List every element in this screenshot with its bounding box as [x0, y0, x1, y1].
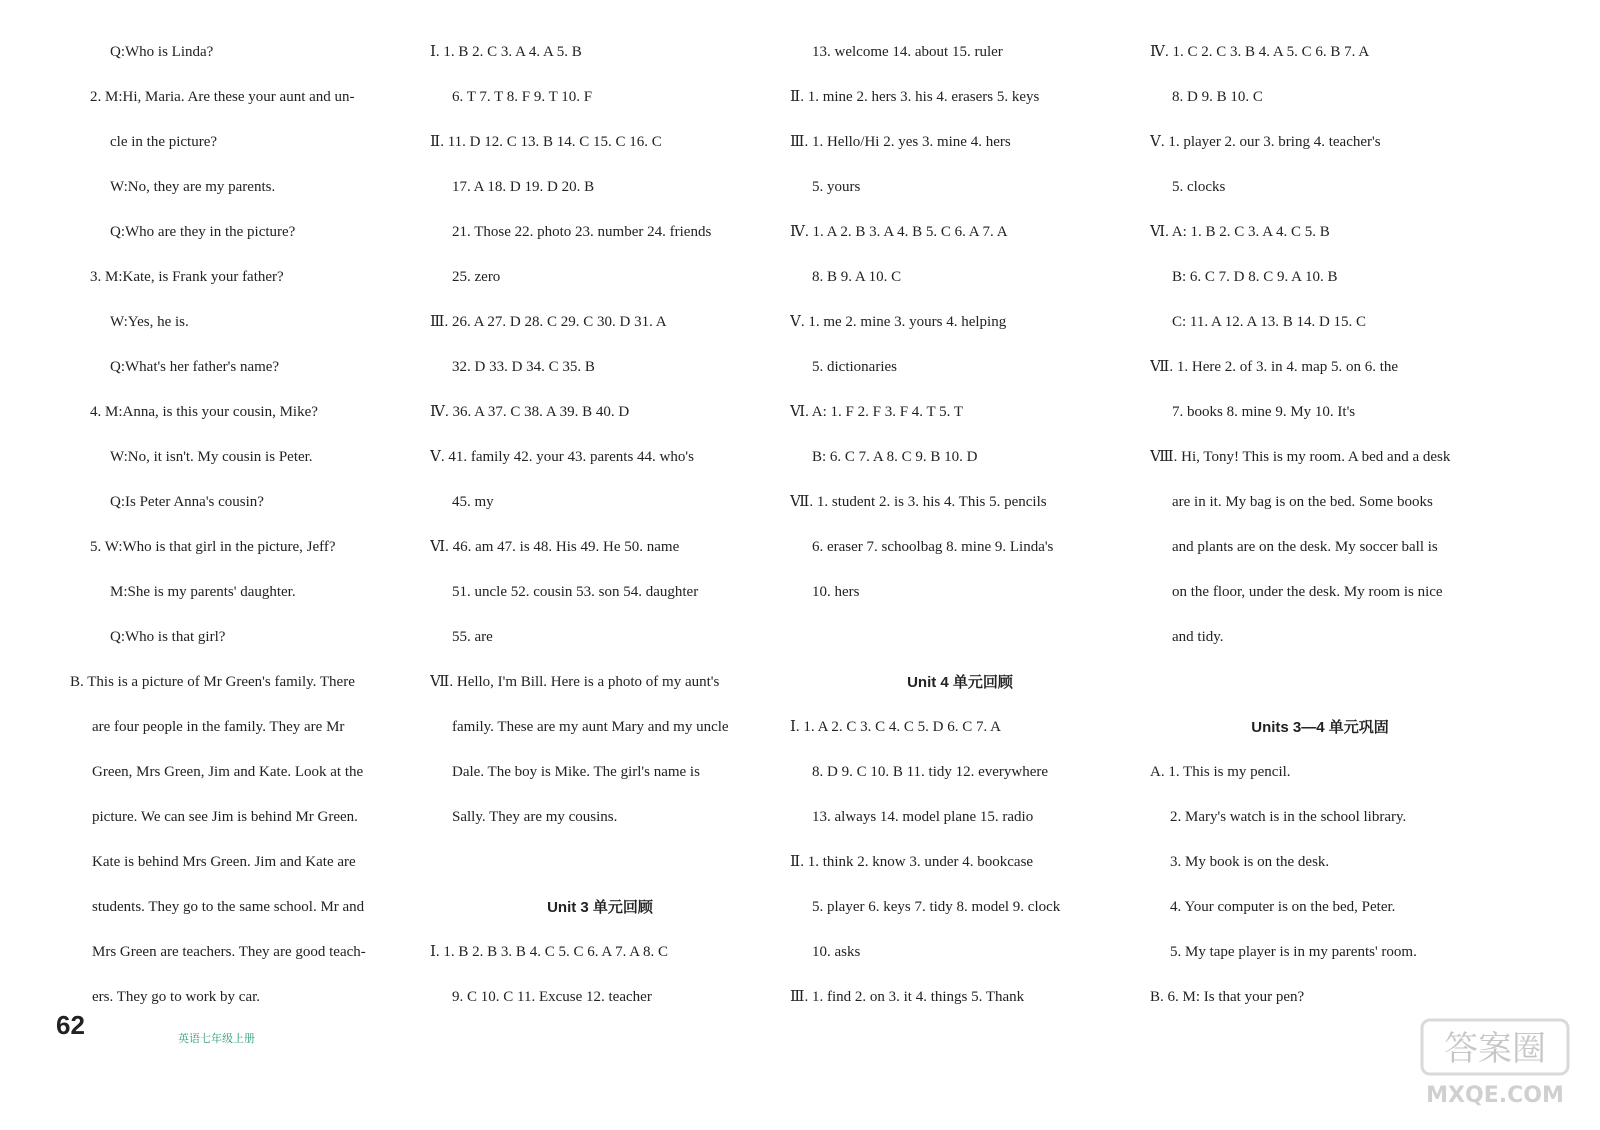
text-line: and tidy.	[1172, 629, 1224, 645]
text-line: 13. welcome 14. about 15. ruler	[812, 44, 1003, 60]
text-line: Ⅰ. 1. A 2. C 3. C 4. C 5. D 6. C 7. A	[790, 719, 1001, 735]
text-line: Q:Who is that girl?	[110, 629, 226, 645]
text-line: 13. always 14. model plane 15. radio	[812, 809, 1034, 825]
text-line: 4. M:Anna, is this your cousin, Mike?	[90, 404, 318, 420]
text-line: 55. are	[452, 629, 493, 645]
text-line: W:No, it isn't. My cousin is Peter.	[110, 449, 313, 465]
text-line: 6. eraser 7. schoolbag 8. mine 9. Linda's	[812, 539, 1054, 555]
section-heading: Units 3—4 单元巩固	[1251, 719, 1389, 736]
text-line: Ⅰ. 1. B 2. B 3. B 4. C 5. C 6. A 7. A 8. C	[430, 944, 669, 960]
column-3	[790, 30, 1130, 1020]
text-line: students. They go to the same school. Mr and	[92, 899, 365, 915]
text-line: Q:Is Peter Anna's cousin?	[110, 494, 264, 510]
text-line: and plants are on the desk. My soccer ball is	[1172, 539, 1438, 555]
text-line: W:Yes, he is.	[110, 314, 189, 330]
text-line: Green, Mrs Green, Jim and Kate. Look at the	[92, 764, 364, 780]
text-line: Ⅵ. A: 1. F 2. F 3. F 4. T 5. T	[790, 404, 964, 420]
text-line: Q:Who are they in the picture?	[110, 224, 296, 240]
text-line: Ⅵ. A: 1. B 2. C 3. A 4. C 5. B	[1150, 224, 1330, 240]
text-line: 8. D 9. C 10. B 11. tidy 12. everywhere	[812, 764, 1049, 780]
text-line: Ⅲ. 1. Hello/Hi 2. yes 3. mine 4. hers	[790, 134, 1011, 150]
text-line: Q:Who is Linda?	[110, 44, 214, 60]
text-line: 5. My tape player is in my parents' room.	[1170, 944, 1417, 960]
text-line: Ⅴ. 1. player 2. our 3. bring 4. teacher's	[1150, 134, 1381, 150]
text-line: Ⅲ. 26. A 27. D 28. C 29. C 30. D 31. A	[430, 314, 667, 330]
text-line: Ⅲ. 1. find 2. on 3. it 4. things 5. Thank	[790, 989, 1025, 1005]
text-line	[430, 840, 770, 885]
text-line: Ⅳ. 1. C 2. C 3. B 4. A 5. C 6. B 7. A	[1150, 44, 1370, 60]
text-line: 5. clocks	[1172, 179, 1226, 195]
column-4	[1150, 30, 1490, 1020]
text-line: Ⅳ. 36. A 37. C 38. A 39. B 40. D	[430, 404, 630, 420]
text-line: B. 6. M: Is that your pen?	[1150, 989, 1305, 1005]
text-line	[1150, 660, 1490, 705]
text-line: Mrs Green are teachers. They are good teach-	[92, 944, 366, 960]
text-line: C: 11. A 12. A 13. B 14. D 15. C	[1172, 314, 1367, 330]
text-line: 9. C 10. C 11. Excuse 12. teacher	[452, 989, 652, 1005]
text-line: Ⅷ. Hi, Tony! This is my room. A bed and a desk	[1150, 449, 1451, 465]
section-heading: Unit 3 单元回顾	[547, 899, 653, 916]
text-line: 25. zero	[452, 269, 501, 285]
text-line: 6. T 7. T 8. F 9. T 10. F	[452, 89, 593, 105]
text-line: cle in the picture?	[110, 134, 218, 150]
text-line: Ⅰ. 1. B 2. C 3. A 4. A 5. B	[430, 44, 582, 60]
text-line: 2. M:Hi, Maria. Are these your aunt and un-	[90, 89, 355, 105]
text-line: 10. asks	[812, 944, 861, 960]
section-heading: Unit 4 单元回顾	[907, 674, 1013, 691]
text-line: 5. yours	[812, 179, 861, 195]
text-line: 45. my	[452, 494, 494, 510]
text-line: Ⅱ. 1. think 2. know 3. under 4. bookcase	[790, 854, 1034, 870]
text-line: 3. My book is on the desk.	[1170, 854, 1330, 870]
text-line: 7. books 8. mine 9. My 10. It's	[1172, 404, 1356, 420]
text-line: picture. We can see Jim is behind Mr Green.	[92, 809, 358, 825]
column-1	[70, 30, 410, 1020]
text-line: 3. M:Kate, is Frank your father?	[90, 269, 284, 285]
text-line: Q:What's her father's name?	[110, 359, 280, 375]
text-line: Ⅴ. 1. me 2. mine 3. yours 4. helping	[790, 314, 1007, 330]
text-line: B. This is a picture of Mr Green's family. There	[70, 674, 355, 690]
text-line: 5. player 6. keys 7. tidy 8. model 9. clock	[812, 899, 1061, 915]
text-line: Ⅱ. 11. D 12. C 13. B 14. C 15. C 16. C	[430, 134, 662, 150]
text-line: Dale. The boy is Mike. The girl's name is	[452, 764, 700, 780]
text-line: Sally. They are my cousins.	[452, 809, 618, 825]
text-line: 4. Your computer is on the bed, Peter.	[1170, 899, 1396, 915]
text-line: 8. B 9. A 10. C	[812, 269, 902, 285]
text-line: 10. hers	[812, 584, 860, 600]
book-title: 英语七年级上册	[178, 1032, 255, 1045]
text-line: 8. D 9. B 10. C	[1172, 89, 1263, 105]
text-line: 21. Those 22. photo 23. number 24. friends	[452, 224, 712, 240]
text-line	[790, 615, 1130, 660]
text-line: 5. W:Who is that girl in the picture, Jeff?	[90, 539, 336, 555]
text-line: Ⅶ. Hello, I'm Bill. Here is a photo of my aunt's	[430, 674, 720, 690]
text-line: 51. uncle 52. cousin 53. son 54. daughter	[452, 584, 699, 600]
text-line: Kate is behind Mrs Green. Jim and Kate are	[92, 854, 356, 870]
watermark-url: MXQE.COM	[1426, 1083, 1564, 1108]
text-line: Ⅴ. 41. family 42. your 43. parents 44. who's	[430, 449, 694, 465]
text-line: Ⅵ. 46. am 47. is 48. His 49. He 50. name	[430, 539, 680, 555]
text-line: 17. A 18. D 19. D 20. B	[452, 179, 595, 195]
text-line: A. 1. This is my pencil.	[1150, 764, 1291, 780]
page-number: 62	[56, 1010, 85, 1040]
text-line: 5. dictionaries	[812, 359, 897, 375]
column-2	[430, 30, 770, 1020]
text-line: B: 6. C 7. A 8. C 9. B 10. D	[812, 449, 978, 465]
watermark-logo	[1420, 1018, 1570, 1108]
text-line: 2. Mary's watch is in the school library.	[1170, 809, 1407, 825]
text-line: are four people in the family. They are Mr	[92, 719, 345, 735]
watermark-text: 答案圈	[1444, 1029, 1546, 1069]
text-line: M:She is my parents' daughter.	[110, 584, 296, 600]
text-line: Ⅶ. 1. Here 2. of 3. in 4. map 5. on 6. the	[1150, 359, 1399, 375]
text-line: W:No, they are my parents.	[110, 179, 276, 195]
text-line: Ⅱ. 1. mine 2. hers 3. his 4. erasers 5. keys	[790, 89, 1040, 105]
text-line: ers. They go to work by car.	[92, 989, 261, 1005]
text-line: Ⅳ. 1. A 2. B 3. A 4. B 5. C 6. A 7. A	[790, 224, 1008, 240]
text-line: family. These are my aunt Mary and my uncle	[452, 719, 729, 735]
text-line: Ⅶ. 1. student 2. is 3. his 4. This 5. pencils	[790, 494, 1047, 510]
text-line: B: 6. C 7. D 8. C 9. A 10. B	[1172, 269, 1338, 285]
text-line: on the floor, under the desk. My room is nice	[1172, 584, 1443, 600]
text-line: are in it. My bag is on the bed. Some books	[1172, 494, 1433, 510]
text-line: 32. D 33. D 34. C 35. B	[452, 359, 595, 375]
